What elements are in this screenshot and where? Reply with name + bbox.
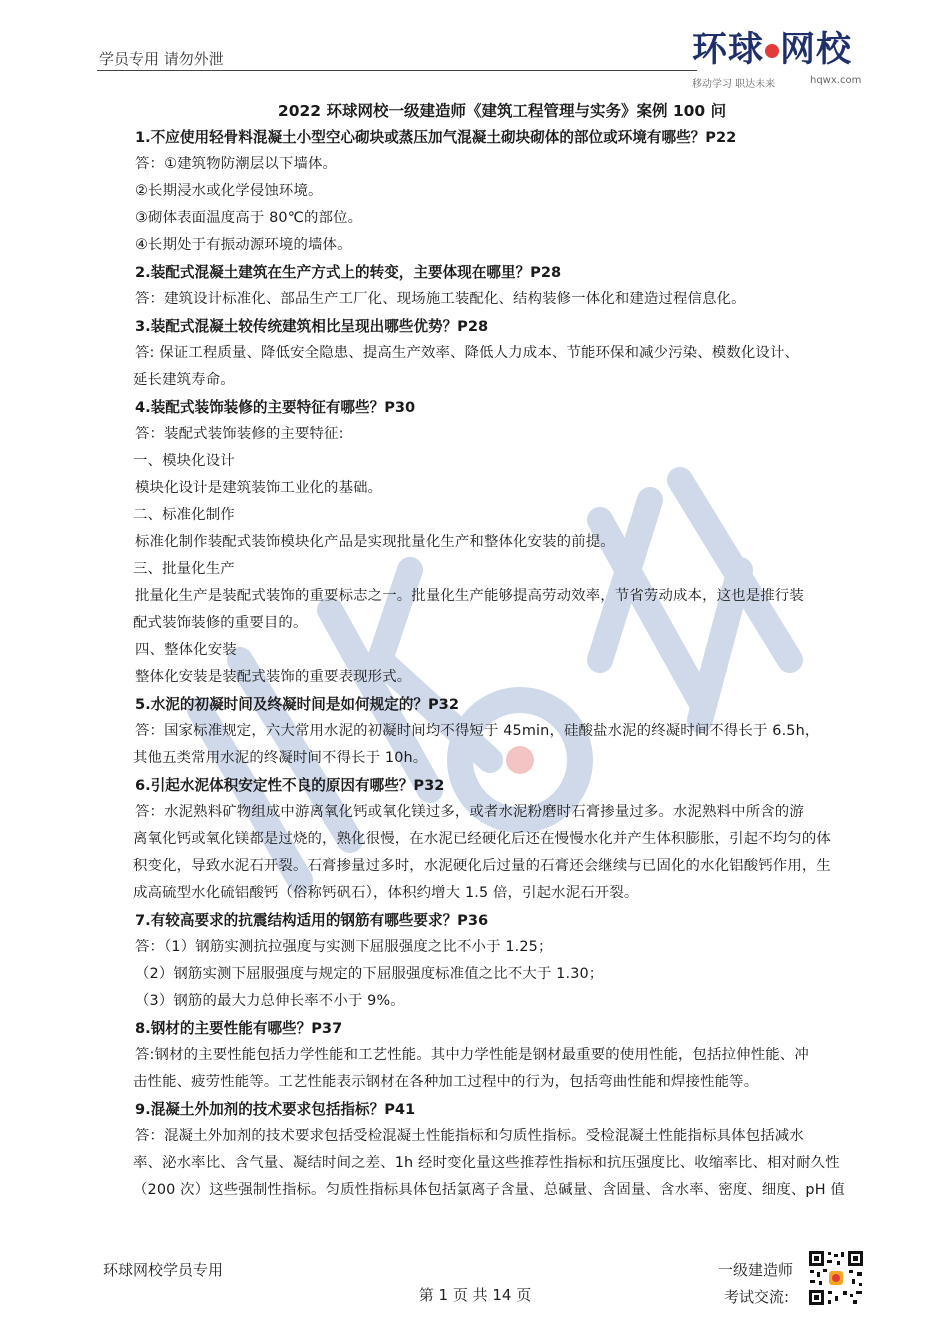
question-9: 9.混凝土外加剂的技术要求包括指标？P41: [135, 1101, 416, 1118]
answer-line: 标准化制作装配式装饰模块化产品是实现批量化生产和整体化安装的前提。: [135, 534, 615, 550]
answer-line: （3）钢筋的最大力总伸长率不小于 9%。: [135, 993, 405, 1009]
logo-text-b: 网校: [780, 30, 853, 70]
answer-line: 离氧化钙或氧化镁都是过烧的，熟化很慢，在水泥已经硬化后还在慢慢水化并产生体积膨胀，引起不均匀的体: [133, 831, 831, 847]
answer-line: 率、泌水率比、含气量、凝结时间之差、1h 经时变化量这些推荐性指标和抗压强度比、收缩率比、相对耐久性: [133, 1155, 840, 1171]
question-3: 3.装配式混凝土较传统建筑相比呈现出哪些优势？P28: [135, 318, 489, 335]
page-number: 第 1 页 共 14 页: [418, 1286, 532, 1304]
answer-line: 答:钢材的主要性能包括力学性能和工艺性能。其中力学性能是钢材最重要的使用性能，包括拉伸性能、冲: [135, 1047, 809, 1063]
answer-line: 整体化安装是装配式装饰的重要表现形式。: [135, 669, 412, 685]
answer-line: （2）钢筋实测下屈服强度与规定的下屈服强度标准值之比不大于 1.30；: [135, 966, 604, 982]
answer-line: 答：建筑设计标准化、部品生产工厂化、现场施工装配化、结构装修一体化和建造过程信息化。: [135, 291, 746, 307]
brand-logo: [692, 30, 867, 92]
question-1: 1.不应使用轻骨料混凝土小型空心砌块或蒸压加气混凝土砌块砌体的部位或环境有哪些？P22: [135, 129, 737, 146]
answer-line: ③砌体表面温度高于 80℃的部位。: [135, 210, 363, 226]
answer-line: 四、整体化安装: [135, 642, 237, 658]
answer-line: 答：水泥熟料矿物组成中游离氧化钙或氧化镁过多，或者水泥粉磨时石膏掺量过多。水泥熟料中所含的游: [135, 804, 804, 820]
answer-line: 一、模块化设计: [133, 453, 235, 469]
logo-slogan: 移动学习 职达未来: [692, 79, 776, 90]
document-title: 2022 环球网校一级建造师《建筑工程管理与实务》案例 100 问: [277, 102, 727, 120]
answer-line: 答：混凝土外加剂的技术要求包括受检混凝土性能指标和匀质性指标。受检混凝土性能指标具体包括减水: [135, 1128, 804, 1144]
answer-line: 三、批量化生产: [133, 561, 235, 577]
answer-line: 模块化设计是建筑装饰工业化的基础。: [135, 480, 383, 496]
question-5: 5.水泥的初凝时间及终凝时间是如何规定的？P32: [135, 696, 459, 713]
answer-line: 其他五类常用水泥的终凝时间不得长于 10h。: [133, 750, 428, 766]
document-body: [135, 100, 869, 1204]
header-note: 学员专用 请勿外泄: [99, 50, 224, 68]
answer-line: 答：装配式装饰装修的主要特征:: [135, 426, 344, 442]
header-divider: [97, 70, 697, 71]
logo-wordmark: [692, 30, 867, 70]
footer-exam-label: 一级建造师: [718, 1261, 794, 1279]
answer-line: 击性能、疲劳性能等。工艺性能表示钢材在各种加工过程中的行为，包括弯曲性能和焊接性能等。: [133, 1074, 759, 1090]
answer-line: （200 次）这些强制性指标。匀质性指标具体包括氯离子含量、总碱量、含固量、含水率、密度、细度、pH 值: [133, 1182, 845, 1198]
question-7: 7.有较高要求的抗震结构适用的钢筋有哪些要求？P36: [135, 912, 489, 929]
qr-code-icon: [808, 1250, 864, 1306]
answer-line: ②长期浸水或化学侵蚀环境。: [135, 183, 323, 199]
answer-line: ④长期处于有振动源环境的墙体。: [135, 237, 352, 253]
logo-url: hqwx.com: [810, 75, 862, 86]
footer-exchange-label: 考试交流:: [724, 1288, 790, 1306]
question-4: 4.装配式装饰装修的主要特征有哪些？P30: [135, 399, 416, 416]
answer-line: 批量化生产是装配式装饰的重要标志之一。批量化生产能够提高劳动效率，节省劳动成本，这也是推行装: [135, 588, 804, 604]
logo-text-a: 环球: [692, 30, 765, 70]
answer-line: 答: 保证工程质量、降低安全隐患、提高生产效率、降低人力成本、节能环保和减少污染、模数化设计、: [135, 345, 800, 361]
footer-note: 环球网校学员专用: [103, 1261, 224, 1279]
answer-line: 延长建筑寿命。: [133, 372, 235, 388]
answer-line: 答：国家标准规定，六大常用水泥的初凝时间均不得短于 45min，硅酸盐水泥的终凝时间不得长于 6.5h，: [135, 723, 820, 739]
answer-line: 积变化，导致水泥石开裂。石膏掺量过多时，水泥硬化后过量的石膏还会继续与已固化的水化铝酸钙作用，生: [133, 858, 831, 874]
question-8: 8.钢材的主要性能有哪些？P37: [135, 1020, 343, 1037]
logo-play-icon: [765, 44, 779, 58]
answer-line: 二、标准化制作: [133, 507, 235, 523]
answer-line: 答：①建筑物防潮层以下墙体。: [135, 156, 338, 172]
answer-line: 配式装饰装修的重要目的。: [133, 615, 308, 631]
answer-line: 成高硫型水化硫铝酸钙（俗称钙矾石），体积约增大 1.5 倍，引起水泥石开裂。: [133, 885, 639, 901]
answer-line: 答：（1）钢筋实测抗拉强度与实测下屈服强度之比不小于 1.25；: [135, 939, 553, 955]
question-6: 6.引起水泥体积安定性不良的原因有哪些？P32: [135, 777, 445, 794]
question-2: 2.装配式混凝土建筑在生产方式上的转变，主要体现在哪里？P28: [135, 264, 562, 281]
